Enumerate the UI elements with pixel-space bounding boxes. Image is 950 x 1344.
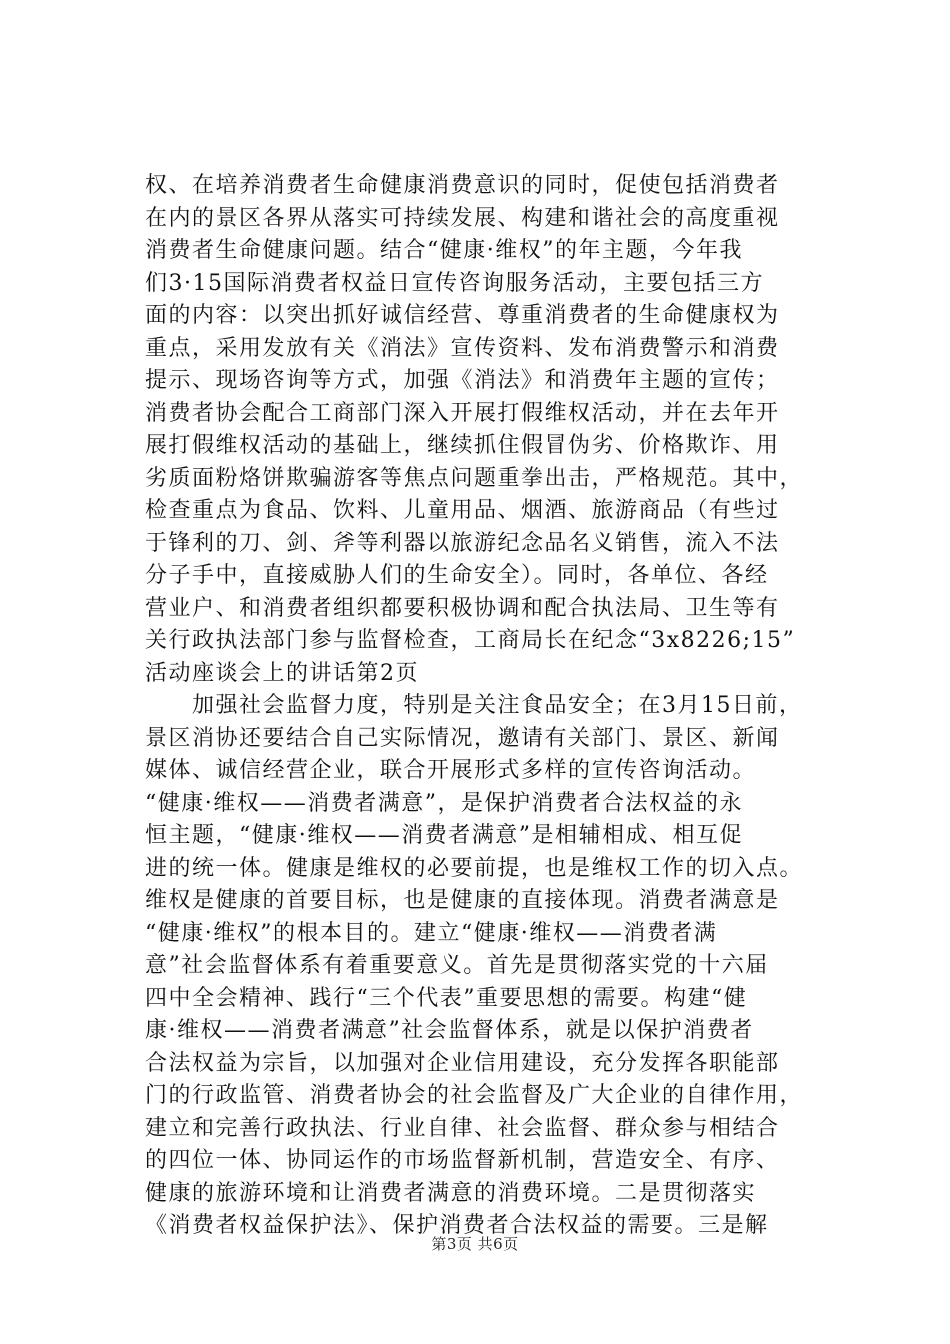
- text-line: 健康的旅游环境和让消费者满意的消费环境。二是贯彻落实: [145, 1180, 757, 1206]
- text-line: 分子手中，直接威胁人们的生命安全）。同时，各单位、各经: [145, 563, 769, 588]
- text-line: 景区消协还要结合自己实际情况，邀请有关部门、景区、新闻: [145, 725, 780, 751]
- text-line: 面的内容：以突出抓好诚信经营、尊重消费者的生命健康权为: [145, 303, 780, 328]
- text-line: 消费者协会配合工商部门深入开展打假维权活动，并在去年开: [145, 400, 780, 426]
- text-line: 权、在培养消费者生命健康消费意识的同时，促使包括消费者: [145, 173, 780, 198]
- text-line: 《消费者权益保护法》、保护消费者合法权益的需要。三是解: [145, 1213, 769, 1238]
- page-number-footer: 第3页 共6页: [431, 1235, 519, 1253]
- text-line: 劣质面粉烙饼欺骗游客等焦点问题重拳出击，严格规范。其中，: [145, 465, 804, 491]
- text-line: 加强社会监督力度，特别是关注食品安全；在3月15日前，: [145, 693, 803, 718]
- text-line: 康·维权——消费者满意”社会监督体系，就是以保护消费者: [145, 1018, 754, 1043]
- text-line: 四中全会精神、践行“三个代表”重要思想的需要。构建“健: [145, 985, 748, 1011]
- text-line: 检查重点为食品、饮料、儿童用品、烟酒、旅游商品（有些过: [145, 498, 780, 523]
- text-line: 营业户、和消费者组织都要积极协调和配合执法局、卫生等有: [145, 595, 780, 621]
- text-line: 展打假维权活动的基础上，继续抓住假冒伪劣、价格欺诈、用: [145, 433, 780, 458]
- text-line: 的四位一体、协同运作的市场监督新机制，营造安全、有序、: [145, 1148, 780, 1173]
- text-line: 在内的景区各界从落实可持续发展、构建和谐社会的高度重视: [145, 205, 780, 231]
- text-line: 于锋利的刀、剑、斧等利器以旅游纪念品名义销售，流入不法: [145, 530, 780, 556]
- text-line: 维权是健康的首要目标，也是健康的直接体现。消费者满意是: [145, 888, 780, 913]
- text-line: 们3·15国际消费者权益日宣传咨询服务活动，主要包括三方: [145, 270, 764, 296]
- text-line: “健康·维权——消费者满意”，是保护消费者合法权益的永: [145, 790, 743, 816]
- text-line: 恒主题，“健康·维权——消费者满意”是相辅相成、相互促: [145, 823, 743, 848]
- text-line: 建立和完善行政执法、行业自律、社会监督、群众参与相结合: [145, 1115, 780, 1141]
- text-line: 活动座谈会上的讲话第2页: [145, 660, 419, 686]
- text-line: 进的统一体。健康是维权的必要前提，也是维权工作的切入点。: [145, 855, 804, 881]
- body-text: [145, 170, 815, 1243]
- text-line: 关行政执法部门参与监督检查，工商局长在纪念“3x8226;15”: [145, 628, 796, 653]
- text-line: 门的行政监管、消费者协会的社会监督及广大企业的自律作用，: [145, 1083, 804, 1108]
- text-line: 重点，采用发放有关《消法》宣传资料、发布消费警示和消费: [145, 335, 780, 361]
- text-line: 提示、现场咨询等方式，加强《消法》和消费年主题的宣传；: [145, 368, 780, 393]
- text-line: 合法权益为宗旨，以加强对企业信用建设，充分发挥各职能部: [145, 1050, 780, 1076]
- text-line: “健康·维权”的根本目的。建立“健康·维权——消费者满: [145, 920, 718, 946]
- text-line: 意”社会监督体系有着重要意义。首先是贯彻落实党的十六届: [145, 953, 769, 978]
- text-line: 媒体、诚信经营企业，联合开展形式多样的宣传咨询活动。: [145, 758, 757, 783]
- text-line: 消费者生命健康问题。结合“健康·维权”的年主题，今年我: [145, 238, 743, 263]
